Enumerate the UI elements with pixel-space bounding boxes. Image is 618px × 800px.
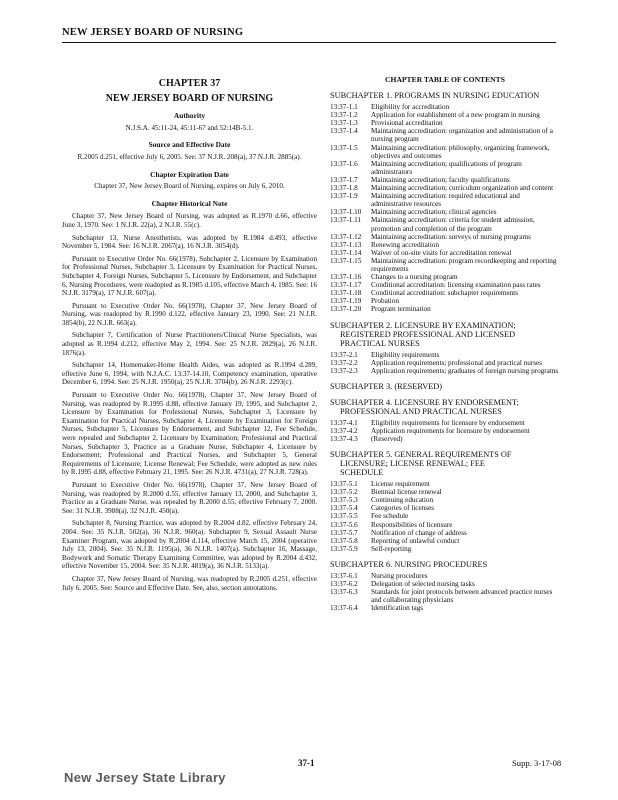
source-heading: Source and Effective Date bbox=[148, 140, 231, 150]
subchapter-heading-line: SUBCHAPTER 6. NURSING PROCEDURES bbox=[330, 559, 488, 569]
section-title: Maintaining accreditation: surveys of nursing programs bbox=[371, 232, 531, 241]
running-head: NEW JERSEY BOARD OF NURSING bbox=[62, 27, 244, 38]
table-of-contents bbox=[330, 91, 560, 612]
section-title: Eligibility for accreditation bbox=[371, 103, 450, 112]
subchapter-heading-line: PROFESSIONAL AND PRACTICAL NURSES bbox=[340, 406, 502, 416]
section-number: 13:37-4.1 bbox=[330, 418, 358, 427]
section-title: Delegation of selected nursing tasks bbox=[371, 580, 475, 589]
section-title: Eligibility requirements bbox=[371, 350, 440, 359]
history-paragraph: Subchapter 7, Certification of Nurse Practitioners/Clinical Nurse Specialists, was adopted as R.1994 d.212, effective May 2, 1994. See: 25 N.J.R. 2829(a), 26 N.J.R. 1876(a). bbox=[62, 331, 317, 357]
toc-entry bbox=[330, 305, 560, 313]
history-paragraph: Subchapter 13, Nurse Anesthetists, was adopted by R.1984 d.493, effective November 5, 1984. See: 16 N.J.R. 2067(a), 16 N.J.R. 3054(d). bbox=[62, 233, 317, 251]
history-paragraph: Chapter 37, New Jersey Board of Nursing, was readopted by R.2005 d.251, effective July 6, 2005. See: Source and Effective Date. See, also, section annotations. bbox=[62, 574, 317, 592]
section-number: 13:37-4.3 bbox=[330, 435, 358, 443]
toc-entry bbox=[330, 529, 560, 537]
subchapter-heading bbox=[330, 382, 560, 391]
toc-entry bbox=[330, 351, 560, 359]
section-title: Maintaining accreditation; clinical agencies bbox=[371, 208, 497, 217]
section-number: 13:37-2.2 bbox=[330, 358, 358, 367]
toc-entry bbox=[330, 103, 560, 111]
toc-entry bbox=[330, 297, 560, 305]
section-title: Reporting of unlawful conduct bbox=[371, 536, 460, 545]
source-text: R.2005 d.251, effective July 6, 2005. See: 37 N.J.R. 208(a), 37 N.J.R. 2885(a). bbox=[77, 152, 302, 161]
toc-entry bbox=[330, 496, 560, 504]
chapter-title: NEW JERSEY BOARD OF NURSING bbox=[105, 92, 274, 104]
toc-entry bbox=[330, 249, 560, 257]
section-number: 13:37-5.6 bbox=[330, 520, 358, 529]
toc-entry bbox=[330, 545, 560, 553]
supplement-date: Supp. 3-17-08 bbox=[512, 758, 562, 768]
section-title: Identification tags bbox=[371, 604, 424, 613]
subchapter-heading-line: REGISTERED PROFESSIONAL AND LICENSED bbox=[340, 329, 516, 339]
section-number: 13:37-6.4 bbox=[330, 604, 358, 613]
section-number: 13:37-1.15 bbox=[330, 256, 362, 265]
section-number: 13:37-1.14 bbox=[330, 248, 362, 257]
toc-entry bbox=[330, 419, 560, 427]
toc-entry bbox=[330, 512, 560, 520]
section-title: Maintaining accreditation: organization and administration of a nursing program bbox=[371, 127, 553, 144]
toc-entry bbox=[330, 488, 560, 496]
toc-entry bbox=[330, 580, 560, 588]
section-title: Maintaining accreditation; qualifications of program administrators bbox=[371, 159, 522, 176]
toc-entry bbox=[330, 257, 560, 273]
history-paragraph: Pursuant to Executive Order No. 66(1978), Chapter 37, New Jersey Board of Nursing, was readopted by R.1990 d.122, effective January 23, 1990. See: 21 N.J.R. 3854(b), 22 N.J.R. 663(a). bbox=[62, 301, 317, 327]
section-number: 13:37-1.12 bbox=[330, 232, 362, 241]
toc-entry bbox=[330, 572, 560, 580]
section-title: Notification of change of address bbox=[371, 528, 467, 537]
subchapter-heading bbox=[330, 91, 560, 100]
toc-heading: CHAPTER TABLE OF CONTENTS bbox=[385, 75, 505, 84]
section-title: License requirement bbox=[371, 480, 430, 489]
section-title: Conditional accreditation: subchapter requirements bbox=[371, 289, 519, 298]
section-title: Probation bbox=[371, 297, 399, 306]
section-title: Application requirements; professional and practical nurses bbox=[371, 358, 543, 367]
section-title: Maintaining accreditation; curriculum organization and content bbox=[371, 184, 554, 193]
subchapter-heading-line: SCHEDULE bbox=[340, 468, 384, 478]
toc-entry bbox=[330, 184, 560, 192]
history-paragraph: Pursuant to Executive Order No. 66(1978), Subchapter 2, Licensure by Examination for Professional Nurses, Subchapter 3, Licensure by Examination for Practical Nurses, Subchapter 4, Foreign Nurses, Subchapter 5, Licensure by Endorsement, and Subchapter 6, Nursing Procedures, were readopted as R.1985 d.105, effective March 4, 1985. See: 16 N.J.R. 3179(a), 17 N.J.R. 607(a). bbox=[62, 254, 317, 298]
history-paragraph: Chapter 37, New Jersey Board of Nursing, was adopted as R.1970 d.66, effective June 3, 1970. See: 1 N.J.R. 22(a), 2 N.J.R. 55(c). bbox=[62, 212, 317, 229]
toc-entry bbox=[330, 233, 560, 241]
section-number: 13:37-4.2 bbox=[330, 426, 358, 435]
section-title: Application for establishment of a new program in nursing bbox=[371, 111, 540, 120]
toc-entry bbox=[330, 127, 560, 143]
chapter-label: CHAPTER 37 bbox=[158, 78, 221, 89]
section-title: Responsibilities of licensure bbox=[371, 520, 453, 529]
section-number: 13:37-5.3 bbox=[330, 496, 358, 505]
subchapter-heading-line: SUBCHAPTER 5. GENERAL REQUIREMENTS OF bbox=[330, 450, 512, 460]
section-number: 13:37-1.4 bbox=[330, 127, 358, 136]
toc-entry bbox=[330, 176, 560, 184]
section-title: Maintaining accreditation; faculty qualifications bbox=[371, 175, 510, 184]
section-title: Maintaining accreditation: criteria for student admission, promotion and completion of the program bbox=[371, 216, 535, 233]
section-number: 13:37-1.20 bbox=[330, 305, 362, 314]
section-title: Maintaining accreditation: required educational and administrative resources bbox=[371, 192, 520, 209]
toc-entry bbox=[330, 111, 560, 119]
toc-entry bbox=[330, 367, 560, 375]
section-number: 13:37-1.6 bbox=[330, 159, 358, 168]
section-number: 13:37-2.1 bbox=[330, 350, 358, 359]
toc-entry bbox=[330, 144, 560, 160]
section-number: 13:37-5.1 bbox=[330, 480, 358, 489]
section-number: 13:37-1.18 bbox=[330, 289, 362, 298]
authority-heading: Authority bbox=[173, 111, 206, 121]
section-title: Nursing procedures bbox=[371, 571, 428, 580]
section-title: Continuing education bbox=[371, 496, 434, 505]
toc-entry bbox=[330, 192, 560, 208]
section-title: Application requirements; graduates of foreign nursing programs bbox=[371, 366, 559, 375]
toc-entry bbox=[330, 273, 560, 281]
section-title: Provisional accreditation bbox=[371, 119, 443, 128]
section-title: Renewing accreditation bbox=[371, 240, 440, 249]
expiration-text: Chapter 37, New Jersey Board of Nursing, expires on July 6, 2010. bbox=[94, 182, 285, 191]
toc-entry bbox=[330, 604, 560, 612]
toc-entry bbox=[330, 208, 560, 216]
history-paragraph: Pursuant to Executive Order No. 66(1978), Chapter 37, New Jersey Board of Nursing, was readopted by R.1995 d.88, effective January 19, 1995, and Subchapter 2, Licensure by Examination for Professional Nurses, Subchapter 3, Licensure by Examination for Practical Nurses, Subchapter 4, Licensure by Examination for Foreign Nurses, Subchapter 5, Licensure by Endorsement, and Subchapter 12, Fee Schedule, were repealed and Subchapter 2, Licensure by Examination; Professional and Practical Nurses, Subchapter 3, Practice as a Graduate Nurse, Subchapter 4, Licensure by Endorsement; Professional and Practical Nurses, and Subchapter 5, General Requirements of Licensure; License Renewal; Fee Schedule, were adopted as new rules by R.1995 d.88, effective February 21, 1995. See: 26 N.J.R. 4731(a), 27 N.J.R. 728(a). bbox=[62, 391, 317, 477]
section-number: 13:37-1.5 bbox=[330, 143, 358, 152]
section-title: Categories of licenses bbox=[371, 504, 435, 513]
section-number: 13:37-6.2 bbox=[330, 580, 358, 589]
history-heading: Chapter Historical Note bbox=[151, 198, 228, 208]
section-title: Biennial license renewal bbox=[371, 488, 442, 497]
section-number: 13:37-1.13 bbox=[330, 240, 362, 249]
toc-entry bbox=[330, 537, 560, 545]
section-number: 13:37-5.9 bbox=[330, 544, 358, 553]
section-number: 13:37-5.5 bbox=[330, 512, 358, 521]
section-title: Application requirements for licensure by endorsement bbox=[371, 426, 530, 435]
section-number: 13:37-1.9 bbox=[330, 192, 358, 201]
subchapter-heading-line: SUBCHAPTER 2. LICENSURE BY EXAMINATION; bbox=[330, 320, 516, 330]
section-number: 13:37-5.4 bbox=[330, 504, 358, 513]
subchapter-heading bbox=[330, 450, 560, 477]
section-title: Program termination bbox=[371, 305, 431, 314]
section-number: 13:37-5.7 bbox=[330, 528, 358, 537]
section-title: Fee schedule bbox=[371, 512, 409, 521]
toc-entry bbox=[330, 504, 560, 512]
toc-entry bbox=[330, 427, 560, 435]
section-number: 13:37-1.1 bbox=[330, 103, 358, 112]
toc-entry bbox=[330, 521, 560, 529]
toc-entry bbox=[330, 588, 560, 604]
subchapter-heading-line: SUBCHAPTER 4. LICENSURE BY ENDORSEMENT; bbox=[330, 397, 519, 407]
toc-entry bbox=[330, 281, 560, 289]
section-number: 13:37-5.2 bbox=[330, 488, 358, 497]
toc-entry bbox=[330, 241, 560, 249]
section-number: 13:37-1.10 bbox=[330, 208, 362, 217]
toc-entry bbox=[330, 119, 560, 127]
subchapter-heading bbox=[330, 398, 560, 416]
toc-entry bbox=[330, 289, 560, 297]
section-number: 13:37-1.17 bbox=[330, 281, 362, 290]
section-number: 13:37-1.2 bbox=[330, 111, 358, 120]
subchapter-heading-line: PRACTICAL NURSES bbox=[340, 338, 420, 348]
section-number: 13:37-2.3 bbox=[330, 366, 358, 375]
toc-entry bbox=[330, 160, 560, 176]
section-number: 13:37-5.8 bbox=[330, 536, 358, 545]
section-number: 13:37-6.3 bbox=[330, 588, 358, 597]
section-title: Standards for joint protocols between advanced practice nurses and collaborating physicians bbox=[371, 588, 553, 605]
toc-entry bbox=[330, 480, 560, 488]
history-paragraph: Pursuant to Executive Order No. 66(1978), Chapter 37, New Jersey Board of Nursing, was readopted by R.2000 d.55, effective January 13, 2000, and Subchapter 3, Practice as a Graduate Nurse, was repealed by R.2000 d.55, effective February 7, 2000. See: 31 N.J.R. 3988(a), 32 N.J.R. 450(a). bbox=[62, 480, 317, 515]
history-paragraph: Subchapter 8, Nursing Practice, was adopted by R.2004 d.82, effective February 24, 2004. See: 35 N.J.R. 502(a), 36 N.J.R. 960(a). Subchapter 9, Sexual Assault Nurse Examiner Program, was adopted by R.2004 d.114, effective March 15, 2004 (operative July 13, 2004). See: 35 N.J.R. 1195(a), 36 N.J.R. 1407(a). Subchapter 16, Massage, Bodywork and Somatic Therapy Examining Committee, was adopted by R.2004 d.432, effective November 15, 2004. See: 35 N.J.R. 4819(a), 36 N.J.R. 5133(a). bbox=[62, 519, 317, 571]
history-notes bbox=[62, 212, 317, 592]
toc-entry bbox=[330, 359, 560, 367]
section-title: Eligibility requirements for licensure by endorsement bbox=[371, 418, 525, 427]
library-stamp: New Jersey State Library bbox=[64, 770, 226, 785]
expiration-heading: Chapter Expiration Date bbox=[150, 169, 229, 179]
subchapter-heading-line: SUBCHAPTER 1. PROGRAMS IN NURSING EDUCATION bbox=[330, 91, 540, 101]
right-column bbox=[330, 60, 560, 612]
section-title: (Reserved) bbox=[371, 435, 403, 443]
authority-text: N.J.S.A. 45:11-24, 45:11-67 and 52:14B-5.1. bbox=[125, 123, 254, 132]
section-title: Waiver of on-site visits for accreditation renewal bbox=[371, 248, 512, 257]
section-title: Maintaining accreditation: program recordkeeping and reporting requirements bbox=[371, 256, 557, 273]
page-number: 37-1 bbox=[298, 758, 315, 768]
section-number: 13:37-1.7 bbox=[330, 175, 358, 184]
subchapter-heading-line: LICENSURE; LICENSE RENEWAL; FEE bbox=[340, 459, 485, 469]
subchapter-heading-line: SUBCHAPTER 3. (RESERVED) bbox=[330, 381, 443, 391]
section-title: Maintaining accreditation: philosophy, organizing framework, objectives and outcomes bbox=[371, 143, 550, 160]
section-number: 13:37-1.8 bbox=[330, 184, 358, 193]
toc-entry bbox=[330, 216, 560, 232]
section-number: 13:37-1.3 bbox=[330, 119, 358, 128]
section-title: Changes to a nursing program bbox=[371, 273, 458, 282]
section-number: 13:37-1.19 bbox=[330, 297, 362, 306]
section-title: Self-reporting bbox=[371, 544, 412, 553]
section-title: Conditional accreditation: licensing examination pass rates bbox=[371, 281, 541, 290]
subchapter-heading bbox=[330, 560, 560, 569]
section-number: 13:37-1.16 bbox=[330, 273, 362, 282]
subchapter-heading bbox=[330, 321, 560, 348]
header-rule bbox=[62, 42, 556, 43]
toc-entry bbox=[330, 435, 560, 443]
section-number: 13:37-1.11 bbox=[330, 216, 362, 225]
left-column bbox=[62, 60, 317, 592]
history-paragraph: Subchapter 14, Homemaker-Home Health Aides, was adopted as R.1994 d.289, effective June 6, 1994, with N.J.A.C. 13:37-14.10, Competency examination, operative December 6, 1994. See: 25 N.J.R. 1950(a), 25 N.J.R. 3704(b), 26 N.J.R. 2293(c). bbox=[62, 361, 317, 387]
section-number: 13:37-6.1 bbox=[330, 571, 358, 580]
